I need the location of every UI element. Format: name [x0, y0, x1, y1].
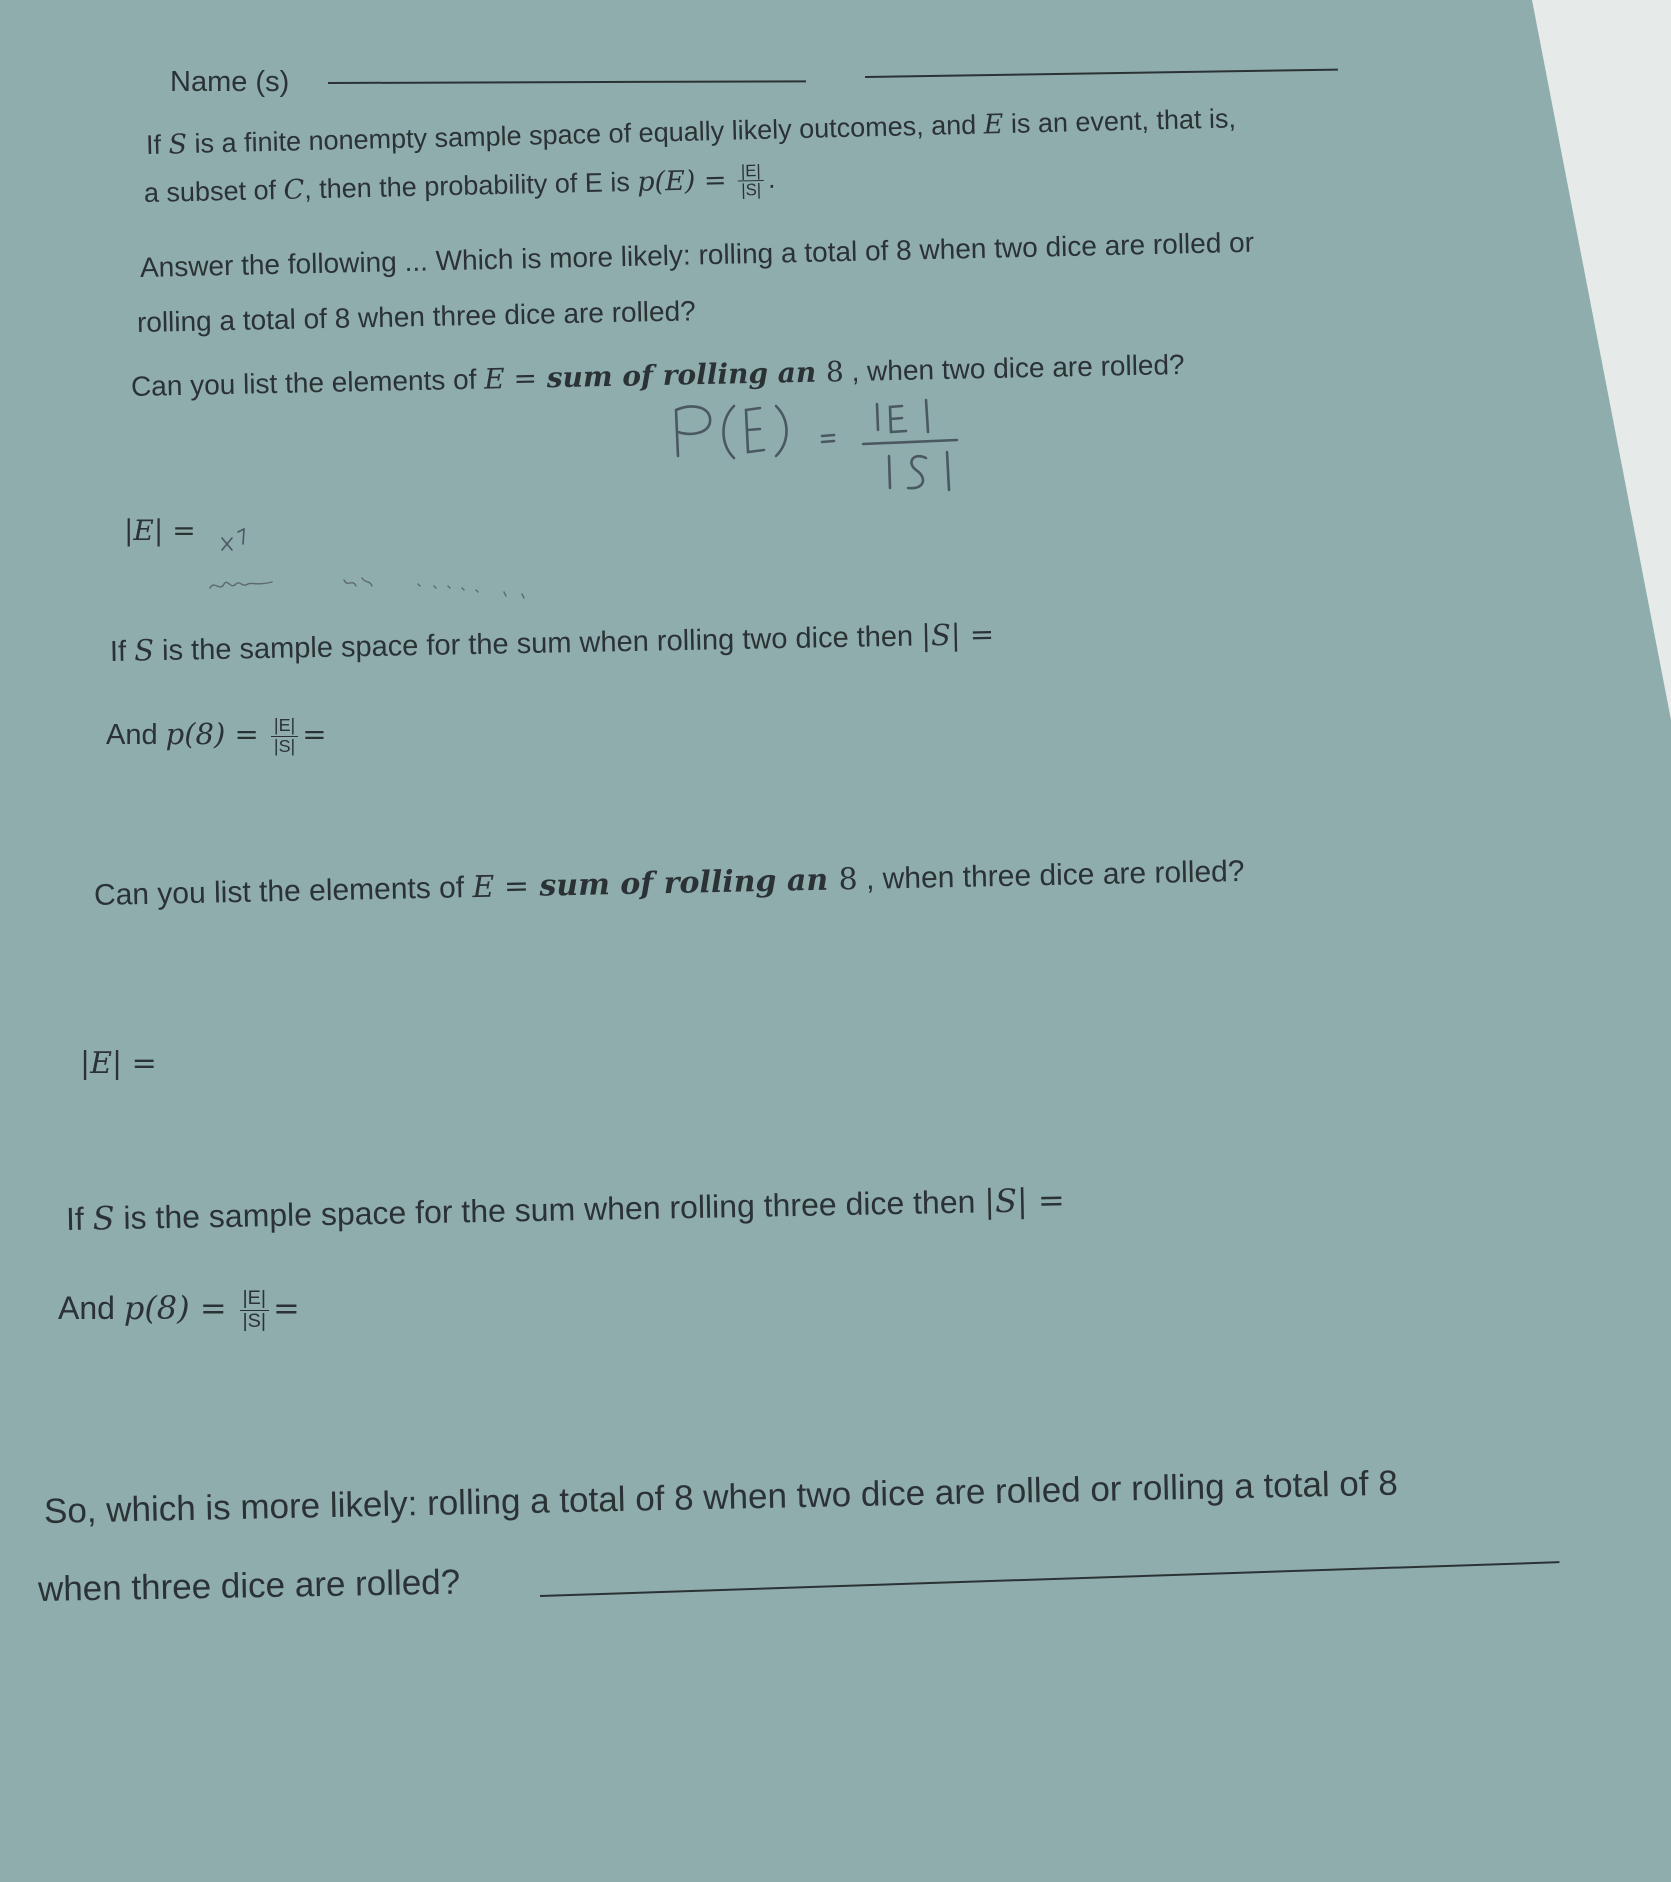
pencil-answer-mark — [218, 526, 254, 556]
two-dice-E-cardinality: |E| = — [124, 514, 196, 547]
conclusion-line-2: when three dice are rolled? — [37, 1562, 461, 1609]
name-line-1 — [328, 80, 806, 83]
probability-fraction: $\frac{|E|}{|S|}$ — [738, 162, 765, 200]
two-dice-S-statement: If S is the sample space for the sum when rolling two dice then |S| = — [109, 617, 995, 668]
conclusion-answer-line — [540, 1561, 1559, 1596]
three-dice-probability: And p(8) = $\frac{|E|}{|S|}$ = — [58, 1287, 300, 1332]
intro-line-2: a subset of C, then the probability of E is p(E) = $\frac{|E|}{|S|}$ . — [143, 161, 776, 209]
question-line-2: rolling a total of 8 when three dice are rolled? — [136, 295, 696, 338]
two-dice-probability: And p(8) = $\frac{|E|}{|S|}$ = — [106, 715, 327, 756]
two-dice-fraction: $\frac{|E|}{|S|}$ — [271, 716, 298, 757]
pencil-scribbles — [204, 568, 534, 604]
three-dice-E-cardinality: |E| = — [80, 1046, 157, 1081]
three-dice-S-statement: If S is the sample space for the sum when rolling three dice then |S| = — [65, 1180, 1066, 1238]
three-dice-fraction: $\frac{|E|}{|S|}$ — [240, 1288, 270, 1333]
name-label: Name (s) — [170, 66, 290, 98]
intro-line-1: If S is a finite nonempty sample space of equally likely outcomes, and E is an event, that is, — [145, 103, 1237, 161]
conclusion-line-1: So, which is more likely: rolling a total of 8 when two dice are rolled or rolling a total of 8 — [43, 1463, 1399, 1531]
handwritten-probability-formula — [664, 392, 984, 502]
question-line-1: Answer the following ... Which is more likely: rolling a total of 8 when two dice are rolled or — [139, 226, 1255, 283]
three-dice-list-prompt: Can you list the elements of E = sum of rolling an 8 , when three dice are rolled? — [93, 854, 1245, 912]
two-dice-list-prompt: Can you list the elements of E = sum of rolling an 8 , when two dice are rolled? — [130, 348, 1185, 402]
name-line-2 — [865, 69, 1338, 78]
